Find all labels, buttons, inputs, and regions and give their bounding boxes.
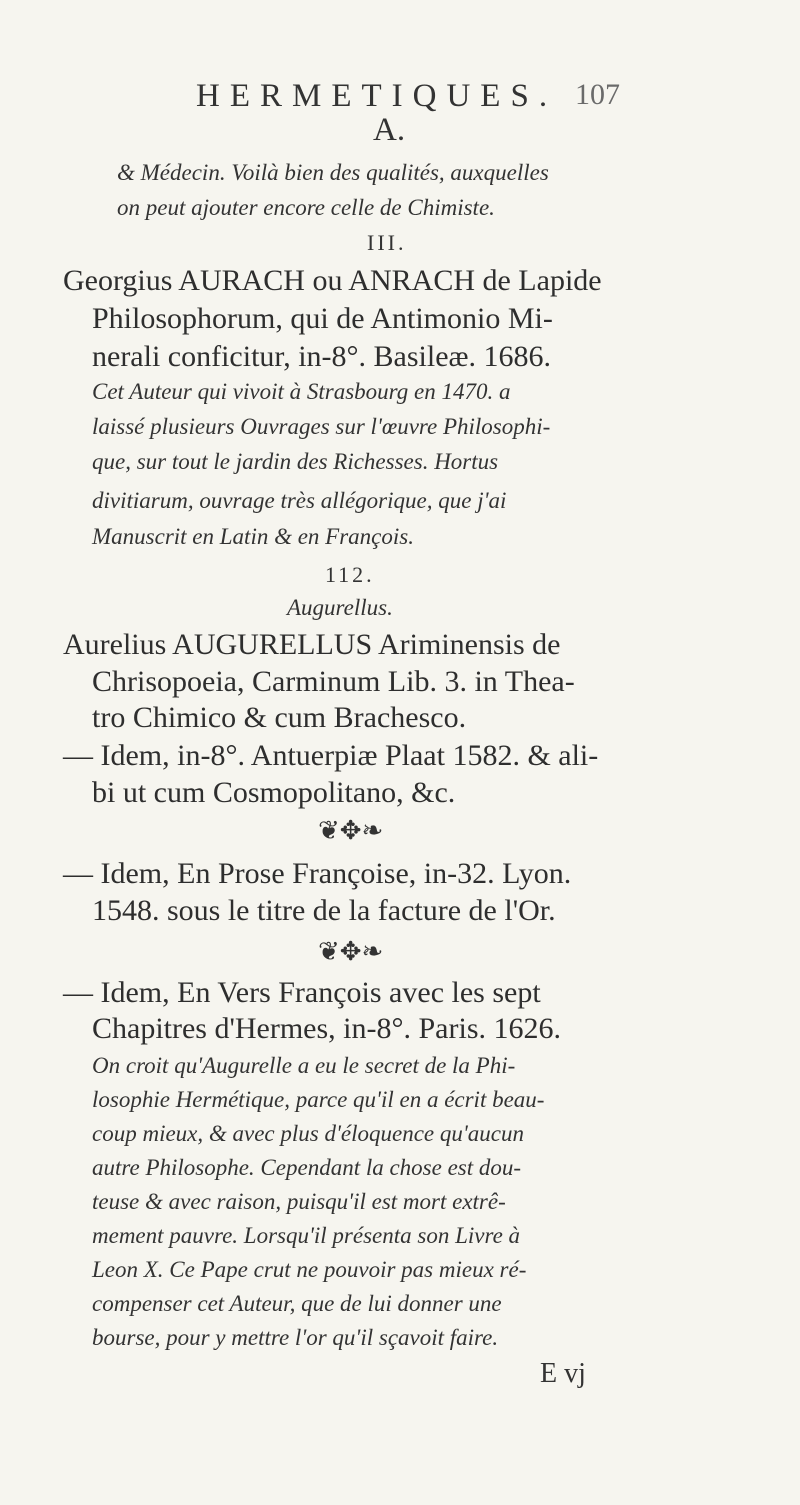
section-letter: A.	[373, 112, 406, 148]
text-line: Georgius AURACH ou ANRACH de Lapide	[63, 264, 602, 297]
text-line: Manuscrit en Latin & en François.	[92, 524, 414, 549]
entry-number: III.	[367, 230, 407, 255]
text-line: losophie Hermétique, parce qu'il en a écrit beau-	[92, 1087, 545, 1112]
catchword: E vj	[540, 1358, 586, 1389]
text-line: Cet Auteur qui vivoit à Strasbourg en 1470. a	[92, 379, 511, 404]
text-line: tro Chimico & cum Brachesco.	[92, 701, 467, 734]
entry-number: 112.	[325, 562, 375, 587]
text-line: coup mieux, & avec plus d'éloquence qu'aucun	[92, 1121, 525, 1146]
text-line: — Idem, in-8°. Antuerpiæ Plaat 1582. & ali-	[63, 739, 599, 772]
text-line: autre Philosophe. Cependant la chose est dou-	[92, 1155, 522, 1180]
text-line: que, sur tout le jardin des Richesses. Hortus	[92, 449, 499, 474]
text-line: divitiarum, ouvrage très allégorique, que j'ai	[92, 488, 507, 513]
text-line: nerali conficitur, in-8°. Basileæ. 1686.	[92, 340, 552, 373]
ornament-icon: ❦✥❧	[318, 937, 384, 967]
text-line: Chrisopoeia, Carminum Lib. 3. in Thea-	[92, 665, 575, 698]
text-line: mement pauvre. Lorsqu'il présenta son Livre à	[92, 1223, 521, 1248]
text-line: Aurelius AUGURELLUS Ariminensis de	[63, 628, 561, 661]
text-line: laissé plusieurs Ouvrages sur l'œuvre Philosophi-	[92, 414, 551, 439]
text-line: & Médecin. Voilà bien des qualités, auxquelles	[117, 160, 549, 185]
text-line: Chapitres d'Hermes, in-8°. Paris. 1626.	[92, 1012, 561, 1045]
text-line: Philosophorum, qui de Antimonio Mi-	[92, 302, 553, 335]
text-line: — Idem, En Prose Françoise, in-32. Lyon.	[63, 857, 572, 890]
text-line: Leon X. Ce Pape crut ne pouvoir pas mieux ré-	[92, 1257, 527, 1282]
text-line: On croit qu'Augurelle a eu le secret de la Phi-	[92, 1053, 516, 1078]
text-line: teuse & avec raison, puisqu'il est mort extrê-	[92, 1189, 506, 1214]
text-line: — Idem, En Vers François avec les sept	[63, 976, 541, 1009]
ornament-icon: ❦✥❧	[318, 816, 384, 846]
text-line: compenser cet Auteur, que de lui donner une	[92, 1291, 502, 1316]
text-line: 1548. sous le titre de la facture de l'Or.	[92, 894, 556, 927]
entry-heading: Augurellus.	[287, 595, 393, 620]
text-line: bourse, pour y mettre l'or qu'il sçavoit faire.	[92, 1325, 499, 1350]
text-line: on peut ajouter encore celle de Chimiste.	[117, 195, 495, 220]
running-title: HERMETIQUES.	[196, 78, 558, 114]
page-number: 107	[575, 78, 620, 111]
text-line: bi ut cum Cosmopolitano, &c.	[92, 776, 456, 809]
